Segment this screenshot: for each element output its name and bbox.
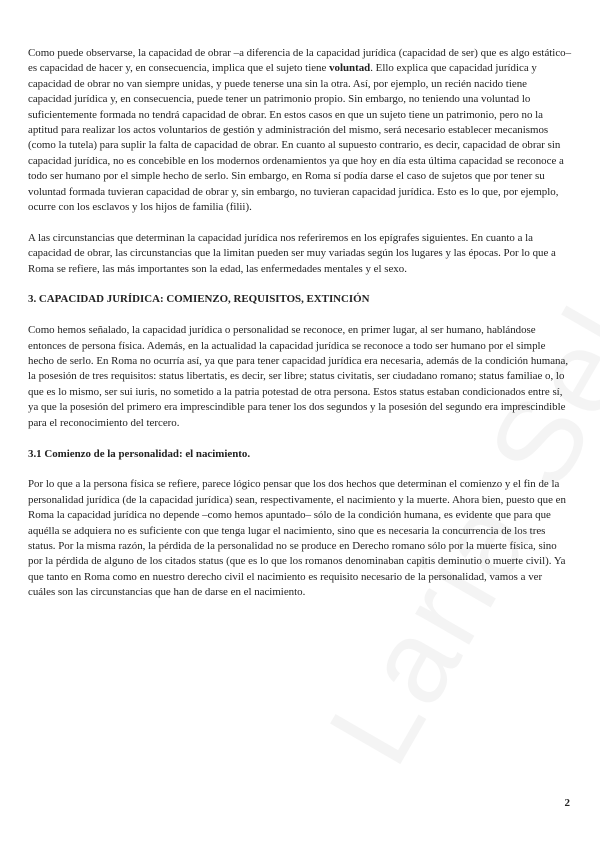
paragraph-text: Como puede observarse, la capacidad de obrar –a diferencia de la capacidad jurídica (capacidad de ser) que es algo estático– es capacidad de hacer y, en consecuencia, implica que el sujeto tiene	[28, 47, 572, 75]
paragraph-text: . Ello explica que capacidad jurídica y capacidad de obrar no van siempre unidas, y puede tenerse una sin la otra. Así, por ejemplo, un recién nacido tiene capacidad jurídica y, en consecuencia, puede tener un patrimonio propio. Sin embargo, no teniendo una voluntad lo suficientemente formada no tendrá capacidad de obrar. En estos casos en que un sujeto tiene un patrimonio, pero no la aptitud para realizar los actos voluntarios de gestión y administración del mismo, será necesario establecer mecanismos (como la tutela) para suplir la falta de capacidad de obrar. En cuanto al supuesto contrario, es decir, capacidad de obrar sin capacidad jurídica, no es concebible en los modernos ordenamientos ya que hoy en día esta última capacidad se reconoce a todo ser humano por el simple hecho de serlo. Sin embargo, en Roma sí podía darse el caso de sujetos que por tener su voluntad formada tuvieran capacidad de obrar y, sin embargo, no tuvieran capacidad jurídica. Esto es lo que, por ejemplo, ocurre con los esclavos y los hijos de familia (filii).	[28, 62, 564, 214]
paragraph-nacimiento: Por lo que a la persona física se refiere, parece lógico pensar que los dos hechos que determinan el comienzo y el fin de la personalidad jurídica (de la capacidad jurídica) sean, respectivamente, el nacimiento y la muerte. Ahora bien, puesto que en Roma la capacidad jurídica no depende –como hemos apuntado– sólo de la condición humana, es evidente que para que aquélla se adquiera no es suficiente con que tenga lugar el nacimiento, sino que es necesaria la concurrencia de los tres status. Por la misma razón, la pérdida de la personalidad no se produce en Derecho romano sólo por la muerte física, sino por la pérdida de alguno de los citados status (que es lo que los romanos denominaban capitis deminutio o muerte civil). Ya que tanto en Roma como en nuestro derecho civil el nacimiento es requisito necesario de la personalidad, vamos a ver cuáles son las circunstancias que han de darse en el nacimiento.	[28, 478, 566, 599]
page-number: 2	[564, 797, 570, 809]
page-content	[28, 46, 572, 601]
subsection-heading-3-1: 3.1 Comienzo de la personalidad: el nacimiento.	[28, 447, 251, 460]
section-heading-3: 3. CAPACIDAD JURÍDICA: COMIENZO, REQUISITOS, EXTINCIÓN	[28, 293, 370, 306]
bold-term-voluntad: voluntad	[329, 62, 371, 75]
paragraph-capacidad-obrar	[28, 46, 572, 215]
paragraph-circunstancias: A las circunstancias que determinan la capacidad jurídica nos referiremos en los epígrafes siguientes. En cuanto a la capacidad de obrar, las circunstancias que la limitan pueden ser muy variadas según los lugares y las épocas. Por lo que a Roma se refiere, las más importantes son la edad, las enfermedades mentales y el sexo.	[28, 231, 556, 275]
paragraph-capacidad-juridica: Como hemos señalado, la capacidad jurídica o personalidad se reconoce, en primer lugar, al ser humano, hablándose entonces de persona física. Además, en la actualidad la capacidad jurídica se reconoce a todo ser humano por el simple hecho de serlo. En Roma no ocurría así, ya que para tener capacidad jurídica era necesaria, además de la condición humana, la posesión de tres requisitos: status libertatis, es decir, ser libre; status civitatis, ser ciudadano romano; status familiae o, lo que es lo mismo, ser sui iuris, no sometido a la patria potestad de otra persona. Estos status estaban condicionados entre sí, ya que la posesión del primero era imprescindible para tener los dos segundos y la posesión del segundo era imprescindible para el reconocimiento del tercero.	[28, 324, 569, 429]
